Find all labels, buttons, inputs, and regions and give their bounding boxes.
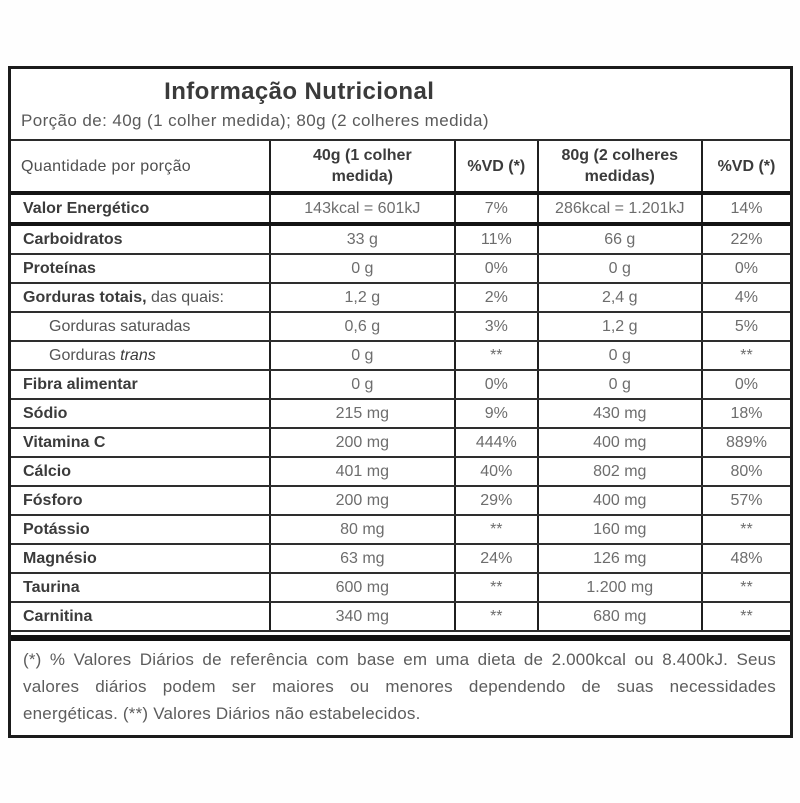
value-cell: 3%: [455, 312, 538, 341]
value-cell: 0 g: [538, 341, 702, 370]
nutrition-facts-table: [8, 66, 793, 738]
value-cell: 0%: [455, 370, 538, 399]
nutrient-name-cell: Potássio: [11, 515, 270, 544]
nutrient-name-cell: Cálcio: [11, 457, 270, 486]
header-vd-40g-column: %VD (*): [455, 141, 538, 193]
value-cell: 18%: [702, 399, 790, 428]
nutrient-name-cell: Magnésio: [11, 544, 270, 573]
value-cell: 33 g: [270, 224, 455, 254]
nutrient-name-cell: Carboidratos: [11, 224, 270, 254]
nutrient-name-cell: Gorduras totais, das quais:: [11, 283, 270, 312]
nutrient-name-cell: Sódio: [11, 399, 270, 428]
value-cell: 400 mg: [538, 428, 702, 457]
value-cell: 80%: [702, 457, 790, 486]
header-vd-80g-column: %VD (*): [702, 141, 790, 193]
table-row: [11, 399, 790, 428]
value-cell: 40%: [455, 457, 538, 486]
daily-values-footnote: [11, 635, 790, 735]
table-row: [11, 224, 790, 254]
value-cell: **: [455, 515, 538, 544]
value-cell: 57%: [702, 486, 790, 515]
table-row: [11, 254, 790, 283]
nutrition-table: [11, 141, 790, 632]
serving-size-line: Porção de: 40g (1 colher medida); 80g (2 colheres medida): [21, 111, 489, 130]
footnote-line: energéticas. (**) Valores Diários não estabelecidos.: [23, 704, 421, 723]
value-cell: 600 mg: [270, 573, 455, 602]
value-cell: 29%: [455, 486, 538, 515]
header-80g-column: 80g (2 colheres medidas): [538, 141, 702, 193]
value-cell: 2%: [455, 283, 538, 312]
value-cell: **: [702, 602, 790, 631]
nutrient-name-cell: Gorduras trans: [11, 341, 270, 370]
value-cell: 80 mg: [270, 515, 455, 544]
value-cell: 0 g: [270, 341, 455, 370]
value-cell: 22%: [702, 224, 790, 254]
value-cell: 126 mg: [538, 544, 702, 573]
value-cell: **: [702, 515, 790, 544]
nutrient-name-cell: Fibra alimentar: [11, 370, 270, 399]
value-cell: **: [702, 341, 790, 370]
value-cell: 1,2 g: [538, 312, 702, 341]
nutrient-name-cell: Gorduras saturadas: [11, 312, 270, 341]
value-cell: 430 mg: [538, 399, 702, 428]
table-row: [11, 370, 790, 399]
header-40g-column: 40g (1 colher medida): [270, 141, 455, 193]
table-row: [11, 283, 790, 312]
table-row: [11, 573, 790, 602]
value-cell: 802 mg: [538, 457, 702, 486]
title-section: [11, 69, 790, 141]
value-cell: 11%: [455, 224, 538, 254]
table-row: [11, 341, 790, 370]
value-cell: 400 mg: [538, 486, 702, 515]
value-cell: 2,4 g: [538, 283, 702, 312]
nutrient-name-cell: Fósforo: [11, 486, 270, 515]
table-row: [11, 544, 790, 573]
value-cell: 48%: [702, 544, 790, 573]
table-row: [11, 312, 790, 341]
value-cell: 200 mg: [270, 486, 455, 515]
table-row: [11, 486, 790, 515]
value-cell: 24%: [455, 544, 538, 573]
table-title: Informação Nutricional: [164, 78, 435, 105]
value-cell: 1.200 mg: [538, 573, 702, 602]
nutrient-name-cell: Vitamina C: [11, 428, 270, 457]
value-cell: 9%: [455, 399, 538, 428]
value-cell: 0 g: [270, 254, 455, 283]
table-header: [11, 141, 790, 193]
nutrient-name-cell: Taurina: [11, 573, 270, 602]
table-row: [11, 428, 790, 457]
value-cell: **: [702, 573, 790, 602]
value-cell: 0 g: [538, 254, 702, 283]
table-row: [11, 515, 790, 544]
value-cell: 1,2 g: [270, 283, 455, 312]
value-cell: **: [455, 341, 538, 370]
value-cell: **: [455, 573, 538, 602]
value-cell: 680 mg: [538, 602, 702, 631]
nutrient-name-cell: Proteínas: [11, 254, 270, 283]
nutrient-name-cell: Carnitina: [11, 602, 270, 631]
header-quantity-per-serving: Quantidade por porção: [11, 141, 270, 193]
nutrition-rows: [11, 193, 790, 631]
value-cell: 66 g: [538, 224, 702, 254]
value-cell: 0%: [702, 370, 790, 399]
value-cell: 286kcal = 1.201kJ: [538, 193, 702, 224]
value-cell: 889%: [702, 428, 790, 457]
footnote-line: valores diários podem ser maiores ou menores dependendo de suas necessidades: [23, 677, 776, 696]
table-row: [11, 602, 790, 631]
footnote-line: (*) % Valores Diários de referência com base em uma dieta de 2.000kcal ou 8.400kJ. Seus: [23, 650, 776, 669]
value-cell: 14%: [702, 193, 790, 224]
table-row: [11, 193, 790, 224]
value-cell: 143kcal = 601kJ: [270, 193, 455, 224]
value-cell: 7%: [455, 193, 538, 224]
value-cell: 340 mg: [270, 602, 455, 631]
value-cell: 63 mg: [270, 544, 455, 573]
value-cell: 5%: [702, 312, 790, 341]
value-cell: 0%: [702, 254, 790, 283]
value-cell: 4%: [702, 283, 790, 312]
value-cell: 0 g: [270, 370, 455, 399]
value-cell: 215 mg: [270, 399, 455, 428]
value-cell: 200 mg: [270, 428, 455, 457]
value-cell: 401 mg: [270, 457, 455, 486]
value-cell: 444%: [455, 428, 538, 457]
table-row: [11, 457, 790, 486]
value-cell: 160 mg: [538, 515, 702, 544]
value-cell: 0,6 g: [270, 312, 455, 341]
value-cell: 0 g: [538, 370, 702, 399]
header-row: [11, 141, 790, 193]
value-cell: **: [455, 602, 538, 631]
value-cell: 0%: [455, 254, 538, 283]
nutrient-name-cell: Valor Energético: [11, 193, 270, 224]
